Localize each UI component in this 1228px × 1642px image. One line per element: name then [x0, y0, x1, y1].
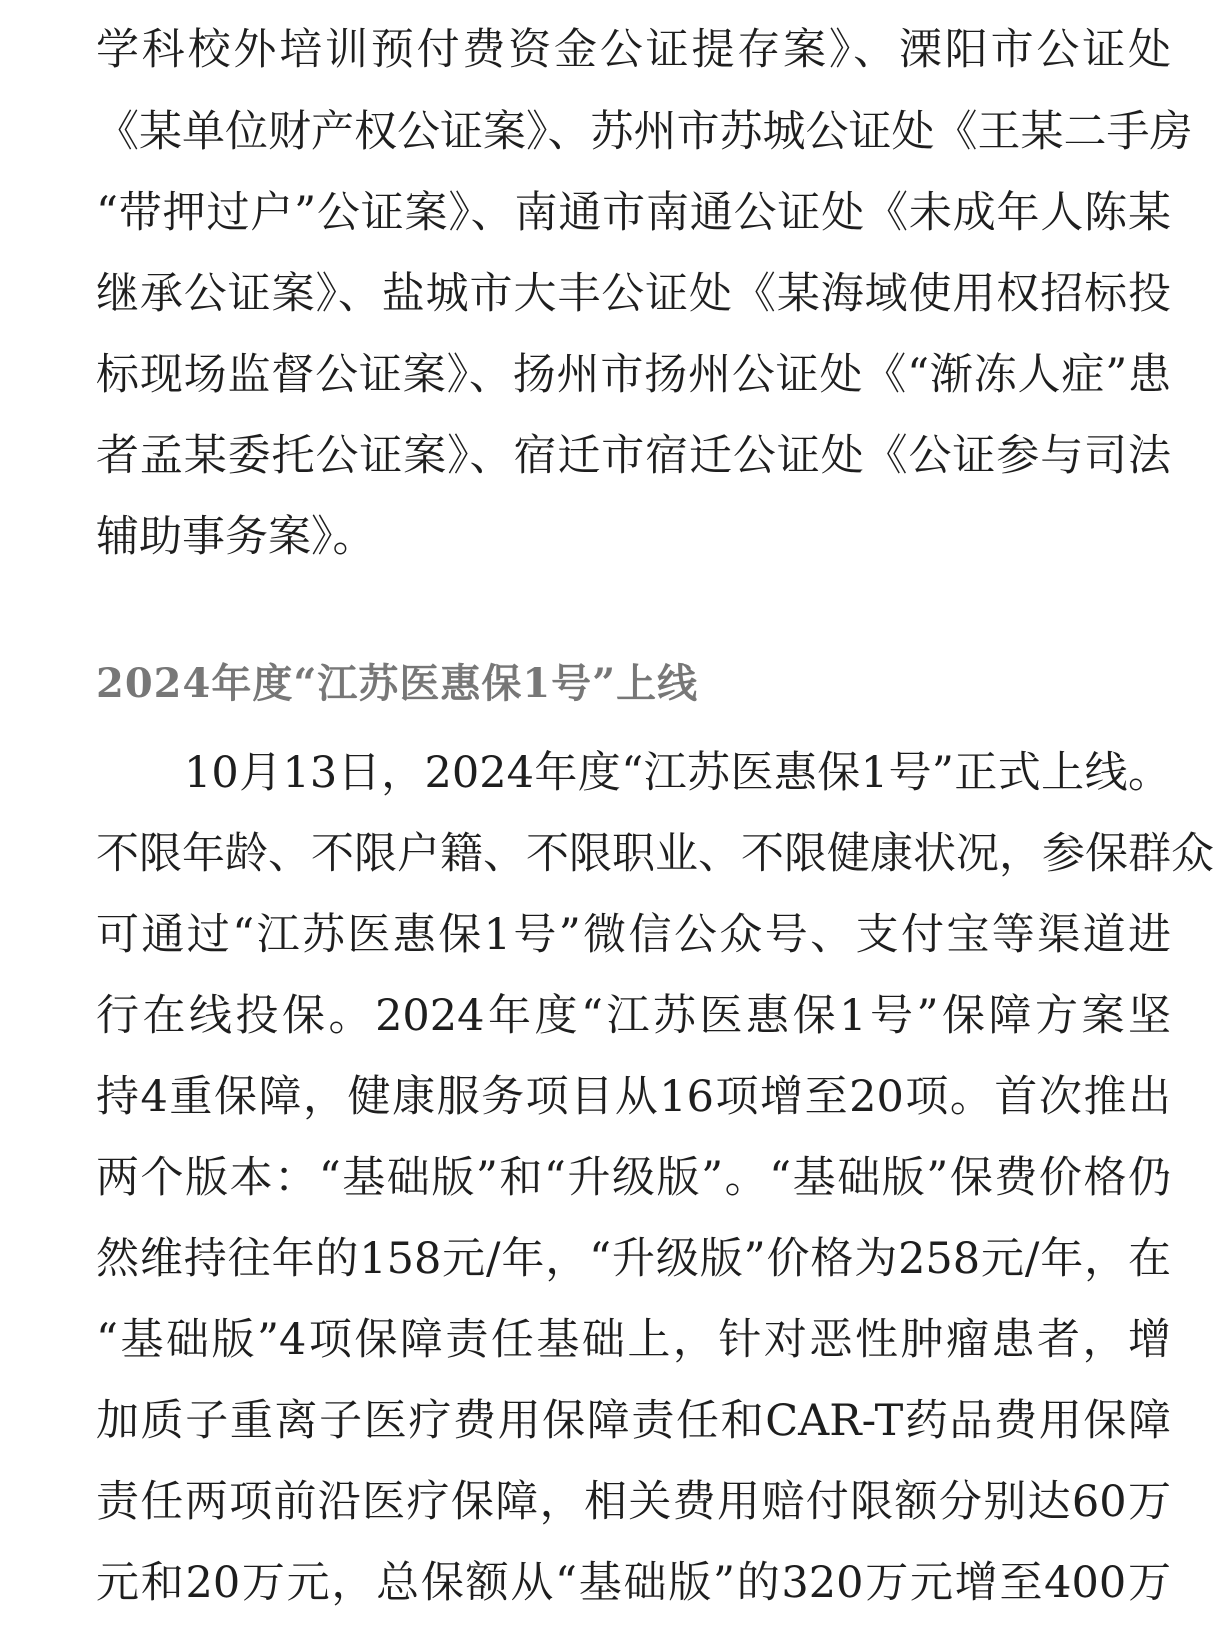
paragraph-line: 行在线投保。2024年度“江苏医惠保1号”保障方案坚 [96, 991, 1171, 1041]
paragraph-line: 元和20万元，总保额从“基础版”的320万元增至400万 [96, 1558, 1171, 1608]
paragraph-line: 持4重保障，健康服务项目从16项增至20项。首次推出 [96, 1072, 1171, 1122]
paragraph-line: 加质子重离子医疗费用保障责任和CAR-T药品费用保障 [96, 1396, 1171, 1446]
paragraph-line: 继承公证案》、盐城市大丰公证处《某海域使用权招标投 [96, 269, 1171, 319]
paragraph-line: 辅助事务案》。 [96, 512, 376, 562]
paragraph-line: 可通过“江苏医惠保1号”微信公众号、支付宝等渠道进 [96, 910, 1171, 960]
paragraph-line: 责任两项前沿医疗保障，相关费用赔付限额分别达60万 [96, 1477, 1171, 1527]
paragraph-line: 然维持往年的158元/年，“升级版”价格为258元/年，在 [96, 1234, 1171, 1284]
section-heading: 2024年度“江苏医惠保1号”上线 [96, 660, 699, 707]
paragraph-line: 标现场监督公证案》、扬州市扬州公证处《“渐冻人症”患 [96, 350, 1171, 400]
paragraph-line: 不限年龄、不限户籍、不限职业、不限健康状况，参保群众 [96, 829, 1214, 879]
paragraph-line: 学科校外培训预付费资金公证提存案》、溧阳市公证处 [96, 25, 1171, 75]
paragraph-line: “带押过户”公证案》、南通市南通公证处《未成年人陈某 [96, 188, 1171, 238]
paragraph-line: 《某单位财产权公证案》、苏州市苏城公证处《王某二手房 [96, 107, 1193, 157]
paragraph-line: 者孟某委托公证案》、宿迁市宿迁公证处《公证参与司法 [96, 431, 1171, 481]
paragraph-line: “基础版”4项保障责任基础上，针对恶性肿瘤患者，增 [96, 1315, 1171, 1365]
paragraph-line: 两个版本：“基础版”和“升级版”。“基础版”保费价格仍 [96, 1153, 1171, 1203]
paragraph-line: 10月13日，2024年度“江苏医惠保1号”正式上线。 [184, 748, 1171, 798]
